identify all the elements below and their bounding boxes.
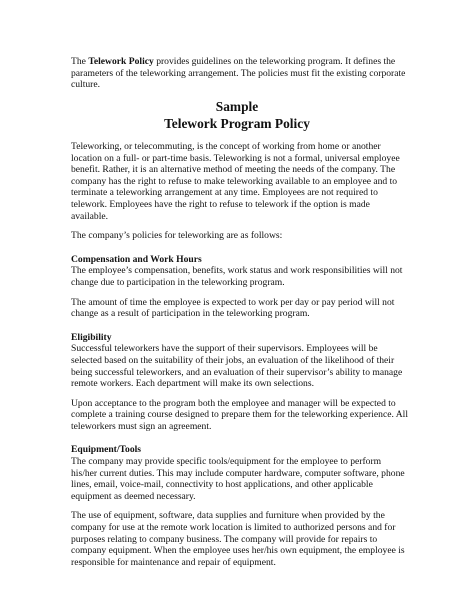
heading-eligibility: Eligibility (71, 331, 112, 343)
intro-policy-name: Telework Policy (88, 56, 154, 67)
paragraph-compensation-1: The employee’s compensation, benefits, work status and work responsibilities will not change due to participation in the teleworking program. (71, 265, 403, 288)
intro-prefix: The (71, 56, 89, 67)
heading-compensation: Compensation and Work Hours (71, 253, 202, 265)
paragraph-eligibility-2: Upon acceptance to the program both the employee and manager will be expected to complete a training course designed to prepare them for the teleworking experience. All teleworkers must sign an agreement. (71, 397, 408, 432)
heading-equipment: Equipment/Tools (71, 444, 142, 456)
paragraph-definition: Teleworking, or telecommuting, is the concept of working from home or another location on a full- or part-time basis. Teleworking is not a formal, universal employee benefit. Rather, it is an alternative method of meeting the needs of the company. The company has the right to refuse to make teleworking available to an employee and to terminate a teleworking arrangement at any time. Employees are not required to telework. Employees have the right to refuse to telework if the option is made available. (71, 141, 400, 222)
paragraph-policies-intro: The company’s policies for teleworking are as follows: (71, 230, 283, 242)
paragraph-compensation-2: The amount of time the employee is expected to work per day or pay period will not change as a result of participation in the teleworking program. (71, 296, 395, 320)
document-body (71, 141, 409, 576)
paragraph-equipment-2: The use of equipment, software, data supplies and furniture when provided by the company for use at the remote work location is limited to authorized persons and for purposes relating to company business. The company will provide for repairs to company equipment. When the employee uses her/his own equipment, the employee is responsible for maintenance and repair of equipment. (71, 510, 405, 568)
intro-rest: provides guidelines on the teleworking program. It defines the parameters of the teleworking arrangement. The policies must fit the existing corporate culture. (71, 56, 406, 91)
title-line-2: Telework Program Policy (164, 115, 310, 131)
paragraph-eligibility-1: Successful teleworkers have the support of their supervisors. Employees will be selected based on the suitability of their jobs, an evaluation of the likelihood of their being successful teleworkers, and an evaluation of their supervisor’s ability to manage remote workers. Each department will make its own selections. (71, 343, 403, 390)
intro-paragraph (71, 56, 411, 91)
document-title (0, 99, 474, 132)
paragraph-equipment-1: The company may provide specific tools/equipment for the employee to perform his/her current duties. This may include computer hardware, computer software, phone lines, email, voice-mail, connectivity to host applications, and other applicable equipment as deemed necessary. (71, 456, 405, 502)
title-line-1: Sample (215, 99, 259, 114)
